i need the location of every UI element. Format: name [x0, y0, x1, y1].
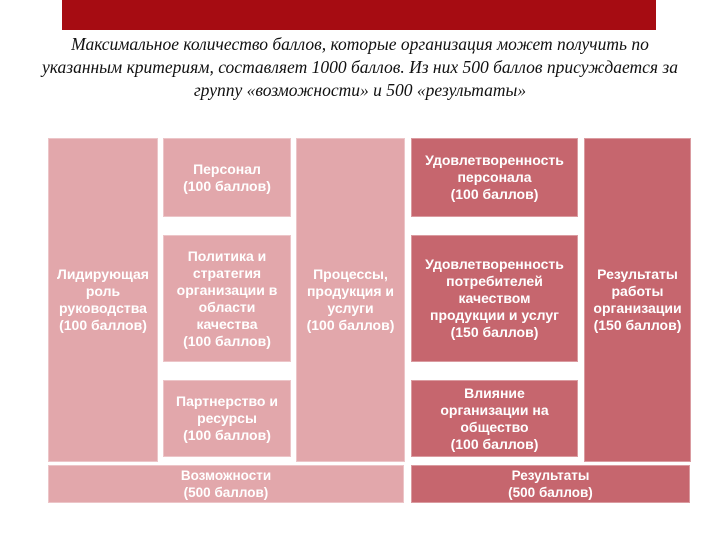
box-partnership-resources: Партнерство и ресурсы (100 баллов)	[163, 380, 291, 457]
box-enablers-total: Возможности (500 баллов)	[48, 465, 404, 503]
box-business-results: Результаты работы организации (150 баллов)	[584, 138, 691, 462]
box-policy-strategy: Политика и стратегия организации в области качества (100 баллов)	[163, 235, 291, 362]
box-customer-satisfaction: Удовлетворенность потребителей качеством продукции и услуг (150 баллов)	[411, 235, 578, 362]
box-leadership: Лидирующая роль руководства (100 баллов)	[48, 138, 158, 462]
header-bar	[62, 0, 656, 30]
box-results-total: Результаты (500 баллов)	[411, 465, 690, 503]
intro-text: Максимальное количество баллов, которые организация может получить по указанным критериям, составляет 1000 баллов. Из них 500 баллов присуждается за группу «возможности» и 500 «результаты»	[41, 34, 679, 100]
box-society-impact: Влияние организации на общество (100 баллов)	[411, 380, 578, 457]
box-personnel: Персонал (100 баллов)	[163, 138, 291, 217]
box-processes: Процессы, продукция и услуги (100 баллов)	[296, 138, 405, 462]
box-personnel-satisfaction: Удовлетворенность персонала (100 баллов)	[411, 138, 578, 217]
